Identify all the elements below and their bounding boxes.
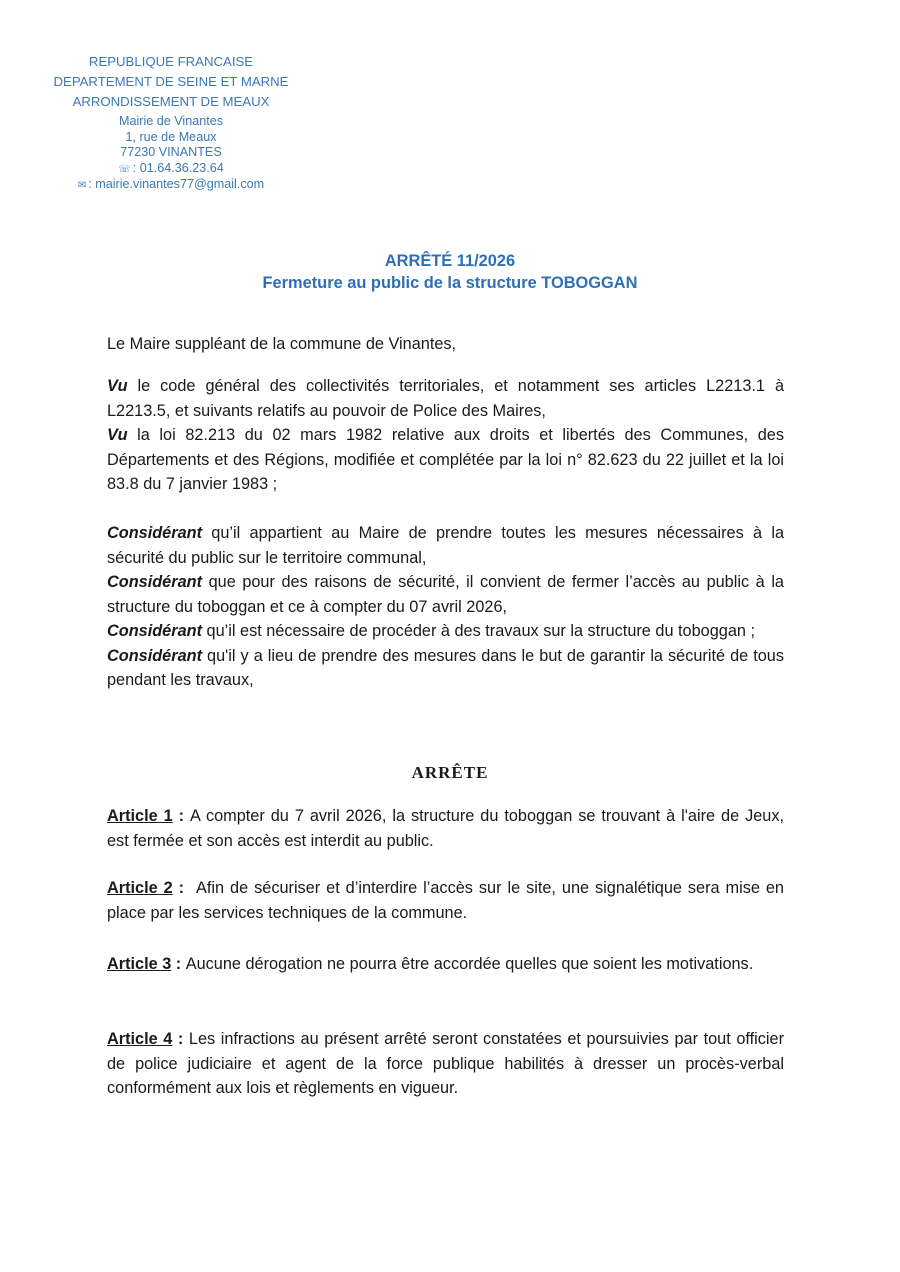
vu-text: le code général des collectivités territoriales, et notamment ses articles L2213.1 à L2213.5, et suivants relatifs au pouvoir de Police des Maires, <box>107 377 784 420</box>
considerant-keyword: Considérant <box>107 573 202 591</box>
considerant-paragraph <box>107 644 784 693</box>
letterhead-phone: : 01.64.36.23.64 <box>132 160 224 175</box>
article-label: Article 2 : <box>107 879 197 897</box>
article-text: Afin de sécuriser et d’interdire l’accès sur le site, une signalétique sera mise en place par les services techniques de la commune. <box>107 879 784 922</box>
letterhead-phone-line <box>30 161 312 178</box>
letterhead-email: : mairie.vinantes77@gmail.com <box>88 177 265 192</box>
title-number: ARRÊTÉ 11/2026 <box>384 252 516 270</box>
considerant-keyword: Considérant <box>107 622 202 640</box>
letterhead-mairie: Mairie de Vinantes <box>118 114 224 128</box>
vu-text: la loi 82.213 du 02 mars 1982 relative aux droits et libertés des Communes, des Départements et des Régions, modifiée et complétée par la loi n° 82.623 du 22 juillet et la loi 83.8 du 7 janvier 1983 ; <box>107 426 784 493</box>
article-2 <box>107 876 784 925</box>
article-3 <box>107 952 784 977</box>
letterhead-email-line <box>30 177 312 194</box>
title-subject: Fermeture au public de la structure TOBOGGAN <box>262 274 638 292</box>
letterhead-city: 77230 VINANTES <box>120 145 222 160</box>
email-icon: ✉ <box>77 180 87 192</box>
vu-paragraph <box>107 374 784 423</box>
vu-block <box>107 374 784 497</box>
considerant-paragraph <box>107 570 784 619</box>
article-label: Article 4 : <box>107 1030 189 1048</box>
intro-block <box>107 332 784 357</box>
considerant-paragraph <box>107 521 784 570</box>
article-text: Aucune dérogation ne pourra être accordée quelles que soient les motivations. <box>185 955 754 973</box>
letterhead <box>30 52 312 194</box>
considerant-text: que pour des raisons de sécurité, il convient de fermer l’accès au public à la structure du toboggan et ce à compter du 07 avril 2026, <box>107 573 784 616</box>
vu-keyword: Vu <box>107 377 128 395</box>
letterhead-street: 1, rue de Meaux <box>125 129 217 144</box>
vu-paragraph <box>107 423 784 497</box>
document-title <box>0 250 900 294</box>
letterhead-republique: REPUBLIQUE FRANCAISE <box>88 54 254 69</box>
article-text: Les infractions au présent arrêté seront constatées et poursuivies par tout officier de police judiciaire et agent de la force publique habilités à dresser un procès-verbal conformément aux lois et règlements en vigueur. <box>107 1030 784 1097</box>
article-4 <box>107 1027 784 1101</box>
intro-text: Le Maire suppléant de la commune de Vinantes, <box>107 335 457 353</box>
article-label: Article 1 : <box>107 807 191 825</box>
arrete-heading: ARRÊTE <box>411 763 489 782</box>
letterhead-departement: DEPARTEMENT DE SEINE ET MARNE <box>53 74 289 89</box>
considerant-text: qu’il est nécessaire de procéder à des travaux sur la structure du toboggan ; <box>202 622 755 640</box>
considerant-text: qu'il y a lieu de prendre des mesures dans le but de garantir la sécurité de tous pendant les travaux, <box>107 646 784 689</box>
phone-icon: ☏ <box>118 163 131 175</box>
article-label: Article 3 : <box>107 955 186 973</box>
letterhead-arrondissement: ARRONDISSEMENT DE MEAUX <box>72 94 270 109</box>
considerant-keyword: Considérant <box>107 524 202 542</box>
considerant-keyword: Considérant <box>107 646 202 665</box>
vu-keyword: Vu <box>107 426 128 444</box>
considerants-block <box>107 521 784 693</box>
considerant-text: qu’il appartient au Maire de prendre toutes les mesures nécessaires à la sécurité du public sur le territoire communal, <box>107 524 784 567</box>
article-text: A compter du 7 avril 2026, la structure du toboggan se trouvant à l'aire de Jeux, est fermée et son accès est interdit au public. <box>107 807 784 850</box>
considerant-paragraph <box>107 619 784 644</box>
article-1 <box>107 804 784 853</box>
